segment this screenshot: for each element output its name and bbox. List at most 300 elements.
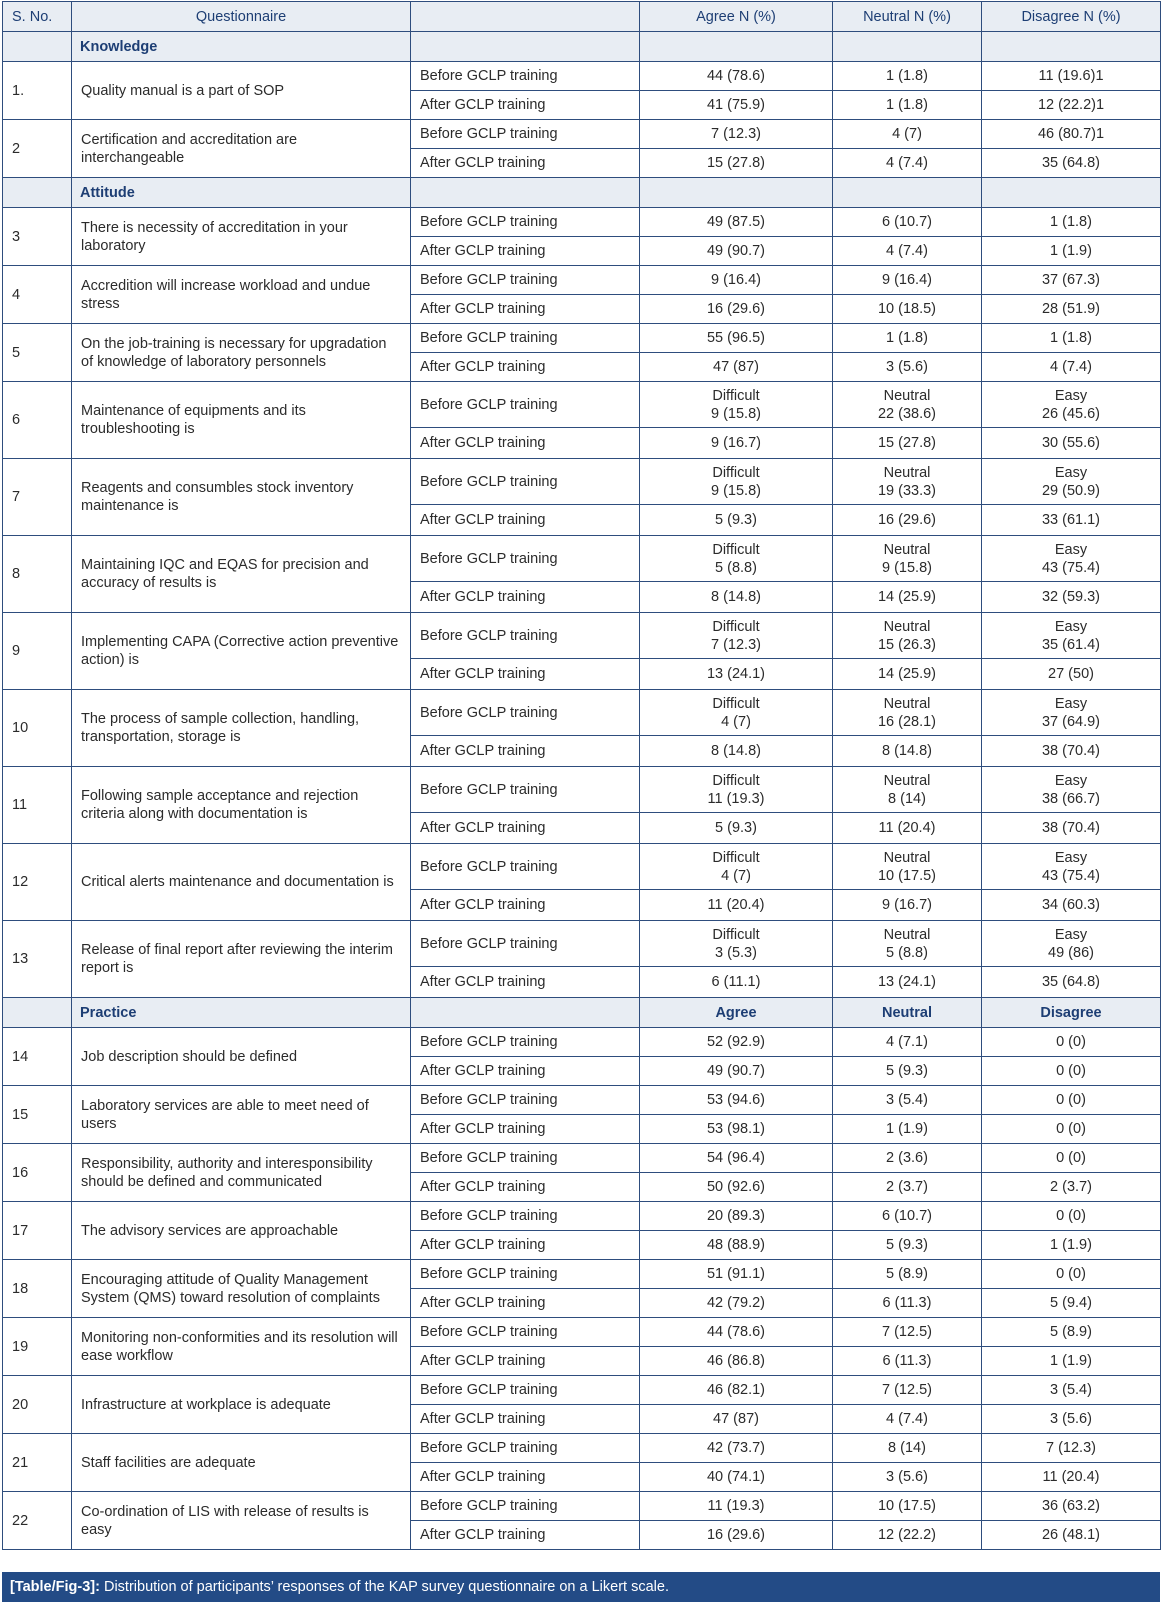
value-cell bbox=[833, 613, 982, 659]
table-row bbox=[3, 690, 1161, 736]
timepoint-label: Before GCLP training bbox=[411, 208, 640, 237]
row-number: 17 bbox=[3, 1202, 72, 1260]
timepoint-label: After GCLP training bbox=[411, 237, 640, 266]
value-text: 10 (17.5) bbox=[877, 867, 937, 884]
table-row bbox=[3, 459, 1161, 505]
question-text: Quality manual is a part of SOP bbox=[72, 62, 411, 120]
table-row bbox=[3, 208, 1161, 237]
table-row bbox=[3, 1144, 1161, 1173]
scale-label: Difficult bbox=[712, 926, 760, 943]
value-text: 3 (5.3) bbox=[715, 944, 757, 961]
question-text: There is necessity of accreditation in your laboratory bbox=[72, 208, 411, 266]
section-subheader-cell bbox=[982, 178, 1161, 208]
row-number: 19 bbox=[3, 1318, 72, 1376]
value-text: 49 (86) bbox=[1048, 944, 1094, 961]
value-cell bbox=[982, 844, 1161, 890]
table-row bbox=[3, 120, 1161, 149]
row-number: 1. bbox=[3, 62, 72, 120]
value-cell: 37 (67.3) bbox=[982, 266, 1161, 295]
table-caption bbox=[2, 1572, 1160, 1602]
value-cell bbox=[833, 690, 982, 736]
value-cell: 32 (59.3) bbox=[982, 582, 1161, 613]
value-cell: 55 (96.5) bbox=[640, 324, 833, 353]
value-cell bbox=[833, 536, 982, 582]
scale-label: Neutral bbox=[883, 695, 931, 712]
timepoint-label: Before GCLP training bbox=[411, 62, 640, 91]
value-cell bbox=[982, 613, 1161, 659]
value-cell: 14 (25.9) bbox=[833, 582, 982, 613]
timepoint-label: Before GCLP training bbox=[411, 1434, 640, 1463]
value-cell: 9 (16.4) bbox=[640, 266, 833, 295]
timepoint-label: Before GCLP training bbox=[411, 382, 640, 428]
value-cell bbox=[640, 921, 833, 967]
question-text: The process of sample collection, handling, transportation, storage is bbox=[72, 690, 411, 767]
value-cell: 3 (5.6) bbox=[833, 1463, 982, 1492]
timepoint-label: Before GCLP training bbox=[411, 1028, 640, 1057]
section-empty-cell bbox=[3, 178, 72, 208]
timepoint-label: After GCLP training bbox=[411, 1289, 640, 1318]
value-cell: 8 (14.8) bbox=[640, 736, 833, 767]
value-cell: 4 (7.4) bbox=[833, 149, 982, 178]
value-text: 9 (15.8) bbox=[711, 405, 761, 422]
value-cell bbox=[640, 690, 833, 736]
table-row bbox=[3, 1434, 1161, 1463]
timepoint-label: After GCLP training bbox=[411, 582, 640, 613]
value-text: 37 (64.9) bbox=[1041, 713, 1101, 730]
value-cell: 16 (29.6) bbox=[640, 1521, 833, 1550]
value-cell bbox=[640, 844, 833, 890]
value-cell: 9 (16.7) bbox=[833, 890, 982, 921]
value-cell bbox=[640, 536, 833, 582]
value-cell bbox=[640, 459, 833, 505]
table-row bbox=[3, 767, 1161, 813]
value-text: 7 (12.3) bbox=[711, 636, 761, 653]
timepoint-label: After GCLP training bbox=[411, 505, 640, 536]
value-cell bbox=[982, 921, 1161, 967]
scale-label: Easy bbox=[1054, 541, 1088, 558]
scale-label: Easy bbox=[1054, 618, 1088, 635]
value-cell: 54 (96.4) bbox=[640, 1144, 833, 1173]
value-cell: 1 (1.9) bbox=[982, 1231, 1161, 1260]
value-cell: 48 (88.9) bbox=[640, 1231, 833, 1260]
table-row bbox=[3, 844, 1161, 890]
value-cell bbox=[640, 382, 833, 428]
header-questionnaire: Questionnaire bbox=[72, 2, 411, 32]
table-header-row bbox=[3, 2, 1161, 32]
value-cell: 0 (0) bbox=[982, 1028, 1161, 1057]
value-cell: 44 (78.6) bbox=[640, 1318, 833, 1347]
question-text: Maintenance of equipments and its troubleshooting is bbox=[72, 382, 411, 459]
scale-label: Easy bbox=[1054, 772, 1088, 789]
value-text: 9 (15.8) bbox=[711, 482, 761, 499]
scale-label: Neutral bbox=[883, 926, 931, 943]
value-cell: 5 (8.9) bbox=[833, 1260, 982, 1289]
scale-label: Neutral bbox=[883, 618, 931, 635]
value-cell: 12 (22.2) bbox=[833, 1521, 982, 1550]
value-cell: 51 (91.1) bbox=[640, 1260, 833, 1289]
scale-label: Neutral bbox=[883, 772, 931, 789]
question-text: Implementing CAPA (Corrective action preventive action) is bbox=[72, 613, 411, 690]
question-text: Encouraging attitude of Quality Management System (QMS) toward resolution of complaints bbox=[72, 1260, 411, 1318]
value-cell: 1 (1.8) bbox=[982, 324, 1161, 353]
timepoint-label: After GCLP training bbox=[411, 813, 640, 844]
value-cell: 8 (14.8) bbox=[640, 582, 833, 613]
section-row bbox=[3, 178, 1161, 208]
value-cell: 33 (61.1) bbox=[982, 505, 1161, 536]
value-text: 35 (61.4) bbox=[1041, 636, 1101, 653]
section-title: Practice bbox=[72, 998, 411, 1028]
value-cell: 3 (5.6) bbox=[982, 1405, 1161, 1434]
scale-label: Difficult bbox=[712, 695, 760, 712]
question-text: Following sample acceptance and rejection criteria along with documentation is bbox=[72, 767, 411, 844]
scale-label: Easy bbox=[1054, 849, 1088, 866]
scale-label: Difficult bbox=[712, 772, 760, 789]
timepoint-label: After GCLP training bbox=[411, 890, 640, 921]
scale-label: Difficult bbox=[712, 849, 760, 866]
value-cell: 44 (78.6) bbox=[640, 62, 833, 91]
value-cell: 3 (5.4) bbox=[982, 1376, 1161, 1405]
question-text: Responsibility, authority and interesponsibility should be defined and communicated bbox=[72, 1144, 411, 1202]
value-cell: 7 (12.3) bbox=[640, 120, 833, 149]
section-title: Knowledge bbox=[72, 32, 411, 62]
timepoint-label: After GCLP training bbox=[411, 353, 640, 382]
table-row bbox=[3, 62, 1161, 91]
value-cell: 27 (50) bbox=[982, 659, 1161, 690]
value-cell: 38 (70.4) bbox=[982, 813, 1161, 844]
question-text: Certification and accreditation are interchangeable bbox=[72, 120, 411, 178]
value-cell: 1 (1.9) bbox=[833, 1115, 982, 1144]
value-cell: 16 (29.6) bbox=[640, 295, 833, 324]
timepoint-label: Before GCLP training bbox=[411, 120, 640, 149]
value-cell bbox=[833, 459, 982, 505]
table-row bbox=[3, 921, 1161, 967]
row-number: 4 bbox=[3, 266, 72, 324]
scale-label: Difficult bbox=[712, 541, 760, 558]
timepoint-label: After GCLP training bbox=[411, 295, 640, 324]
timepoint-label: After GCLP training bbox=[411, 1173, 640, 1202]
value-cell: 5 (9.3) bbox=[833, 1231, 982, 1260]
value-cell: 9 (16.7) bbox=[640, 428, 833, 459]
value-cell: 13 (24.1) bbox=[833, 967, 982, 998]
value-cell: 6 (11.3) bbox=[833, 1347, 982, 1376]
value-cell: 49 (90.7) bbox=[640, 1057, 833, 1086]
timepoint-label: Before GCLP training bbox=[411, 1318, 640, 1347]
table-row bbox=[3, 266, 1161, 295]
question-text: Accredition will increase workload and undue stress bbox=[72, 266, 411, 324]
value-text: 26 (45.6) bbox=[1041, 405, 1101, 422]
value-cell bbox=[833, 382, 982, 428]
question-text: On the job-training is necessary for upgradation of knowledge of laboratory personnels bbox=[72, 324, 411, 382]
value-cell bbox=[833, 921, 982, 967]
section-subheader-cell: Disagree bbox=[982, 998, 1161, 1028]
row-number: 14 bbox=[3, 1028, 72, 1086]
value-cell: 5 (9.4) bbox=[982, 1289, 1161, 1318]
table-row bbox=[3, 1202, 1161, 1231]
value-cell: 0 (0) bbox=[982, 1057, 1161, 1086]
section-subheader-cell bbox=[640, 32, 833, 62]
table-row bbox=[3, 1376, 1161, 1405]
section-subheader-cell: Agree bbox=[640, 998, 833, 1028]
value-cell: 4 (7.4) bbox=[982, 353, 1161, 382]
section-empty-cell bbox=[3, 32, 72, 62]
value-cell: 42 (79.2) bbox=[640, 1289, 833, 1318]
header-disagree: Disagree N (%) bbox=[982, 2, 1161, 32]
value-cell: 47 (87) bbox=[640, 1405, 833, 1434]
value-cell: 53 (98.1) bbox=[640, 1115, 833, 1144]
value-cell: 7 (12.5) bbox=[833, 1318, 982, 1347]
timepoint-label: Before GCLP training bbox=[411, 844, 640, 890]
row-number: 22 bbox=[3, 1492, 72, 1550]
timepoint-label: After GCLP training bbox=[411, 1463, 640, 1492]
value-cell: 34 (60.3) bbox=[982, 890, 1161, 921]
value-cell: 2 (3.6) bbox=[833, 1144, 982, 1173]
row-number: 5 bbox=[3, 324, 72, 382]
question-text: The advisory services are approachable bbox=[72, 1202, 411, 1260]
value-text: 5 (8.8) bbox=[715, 559, 757, 576]
value-cell: 20 (89.3) bbox=[640, 1202, 833, 1231]
value-cell bbox=[640, 767, 833, 813]
timepoint-label: Before GCLP training bbox=[411, 1202, 640, 1231]
timepoint-label: After GCLP training bbox=[411, 659, 640, 690]
value-cell: 10 (18.5) bbox=[833, 295, 982, 324]
value-cell: 46 (86.8) bbox=[640, 1347, 833, 1376]
value-cell: 35 (64.8) bbox=[982, 149, 1161, 178]
timepoint-label: Before GCLP training bbox=[411, 536, 640, 582]
section-title: Attitude bbox=[72, 178, 411, 208]
timepoint-label: After GCLP training bbox=[411, 1347, 640, 1376]
value-cell: 6 (11.1) bbox=[640, 967, 833, 998]
value-cell: 6 (10.7) bbox=[833, 1202, 982, 1231]
table-row bbox=[3, 1318, 1161, 1347]
value-cell: 11 (19.3) bbox=[640, 1492, 833, 1521]
row-number: 9 bbox=[3, 613, 72, 690]
value-text: 22 (38.6) bbox=[877, 405, 937, 422]
value-cell: 15 (27.8) bbox=[640, 149, 833, 178]
value-cell: 9 (16.4) bbox=[833, 266, 982, 295]
question-text: Release of final report after reviewing the interim report is bbox=[72, 921, 411, 998]
table-row bbox=[3, 324, 1161, 353]
row-number: 16 bbox=[3, 1144, 72, 1202]
timepoint-label: Before GCLP training bbox=[411, 767, 640, 813]
section-empty-cell bbox=[411, 178, 640, 208]
value-cell: 1 (1.9) bbox=[982, 237, 1161, 266]
value-cell: 26 (48.1) bbox=[982, 1521, 1161, 1550]
row-number: 12 bbox=[3, 844, 72, 921]
timepoint-label: After GCLP training bbox=[411, 1231, 640, 1260]
section-empty-cell bbox=[411, 998, 640, 1028]
row-number: 20 bbox=[3, 1376, 72, 1434]
value-cell: 16 (29.6) bbox=[833, 505, 982, 536]
row-number: 3 bbox=[3, 208, 72, 266]
timepoint-label: After GCLP training bbox=[411, 967, 640, 998]
question-text: Laboratory services are able to meet need of users bbox=[72, 1086, 411, 1144]
scale-label: Easy bbox=[1054, 695, 1088, 712]
scale-label: Difficult bbox=[712, 464, 760, 481]
row-number: 21 bbox=[3, 1434, 72, 1492]
value-text: 29 (50.9) bbox=[1041, 482, 1101, 499]
timepoint-label: Before GCLP training bbox=[411, 1086, 640, 1115]
value-cell bbox=[982, 767, 1161, 813]
value-cell: 38 (70.4) bbox=[982, 736, 1161, 767]
scale-label: Easy bbox=[1054, 464, 1088, 481]
value-cell: 7 (12.3) bbox=[982, 1434, 1161, 1463]
value-text: 4 (7) bbox=[721, 867, 751, 884]
timepoint-label: Before GCLP training bbox=[411, 1260, 640, 1289]
value-cell: 5 (9.3) bbox=[640, 505, 833, 536]
value-cell: 5 (9.3) bbox=[833, 1057, 982, 1086]
row-number: 2 bbox=[3, 120, 72, 178]
row-number: 13 bbox=[3, 921, 72, 998]
timepoint-label: After GCLP training bbox=[411, 1115, 640, 1144]
value-cell: 5 (9.3) bbox=[640, 813, 833, 844]
value-text: 4 (7) bbox=[721, 713, 751, 730]
page bbox=[2, 1, 1160, 1595]
timepoint-label: Before GCLP training bbox=[411, 1376, 640, 1405]
question-text: Reagents and consumbles stock inventory maintenance is bbox=[72, 459, 411, 536]
section-empty-cell bbox=[3, 998, 72, 1028]
timepoint-label: After GCLP training bbox=[411, 91, 640, 120]
scale-label: Neutral bbox=[883, 387, 931, 404]
table-row bbox=[3, 1492, 1161, 1521]
value-cell: 41 (75.9) bbox=[640, 91, 833, 120]
row-number: 11 bbox=[3, 767, 72, 844]
value-cell: 49 (90.7) bbox=[640, 237, 833, 266]
value-text: 5 (8.8) bbox=[886, 944, 928, 961]
value-cell: 40 (74.1) bbox=[640, 1463, 833, 1492]
section-subheader-cell bbox=[982, 32, 1161, 62]
value-text: 16 (28.1) bbox=[877, 713, 937, 730]
table-row bbox=[3, 1260, 1161, 1289]
value-cell: 47 (87) bbox=[640, 353, 833, 382]
scale-label: Neutral bbox=[883, 849, 931, 866]
value-text: 43 (75.4) bbox=[1041, 559, 1101, 576]
scale-label: Easy bbox=[1054, 926, 1088, 943]
value-cell: 4 (7.1) bbox=[833, 1028, 982, 1057]
section-empty-cell bbox=[411, 32, 640, 62]
header-timepoint bbox=[411, 2, 640, 32]
value-cell: 3 (5.6) bbox=[833, 353, 982, 382]
question-text: Job description should be defined bbox=[72, 1028, 411, 1086]
value-cell: 3 (5.4) bbox=[833, 1086, 982, 1115]
row-number: 8 bbox=[3, 536, 72, 613]
timepoint-label: Before GCLP training bbox=[411, 459, 640, 505]
caption-label: [Table/Fig-3]: bbox=[10, 1579, 100, 1595]
section-row bbox=[3, 998, 1161, 1028]
value-cell: 35 (64.8) bbox=[982, 967, 1161, 998]
value-cell: 46 (82.1) bbox=[640, 1376, 833, 1405]
question-text: Co-ordination of LIS with release of results is easy bbox=[72, 1492, 411, 1550]
scale-label: Neutral bbox=[883, 541, 931, 558]
value-cell: 14 (25.9) bbox=[833, 659, 982, 690]
value-cell: 0 (0) bbox=[982, 1115, 1161, 1144]
value-cell: 11 (19.6)1 bbox=[982, 62, 1161, 91]
timepoint-label: After GCLP training bbox=[411, 428, 640, 459]
table-row bbox=[3, 613, 1161, 659]
value-cell: 4 (7.4) bbox=[833, 1405, 982, 1434]
value-cell bbox=[982, 382, 1161, 428]
table-row bbox=[3, 536, 1161, 582]
table-row bbox=[3, 1086, 1161, 1115]
section-subheader-cell bbox=[640, 178, 833, 208]
value-cell: 12 (22.2)1 bbox=[982, 91, 1161, 120]
value-cell bbox=[982, 459, 1161, 505]
value-cell: 1 (1.8) bbox=[833, 91, 982, 120]
row-number: 7 bbox=[3, 459, 72, 536]
section-row bbox=[3, 32, 1161, 62]
timepoint-label: Before GCLP training bbox=[411, 690, 640, 736]
row-number: 10 bbox=[3, 690, 72, 767]
header-sno: S. No. bbox=[3, 2, 72, 32]
scale-label: Easy bbox=[1054, 387, 1088, 404]
value-text: 9 (15.8) bbox=[882, 559, 932, 576]
value-text: 11 (19.3) bbox=[707, 790, 765, 807]
value-text: 19 (33.3) bbox=[877, 482, 937, 499]
value-cell: 11 (20.4) bbox=[640, 890, 833, 921]
value-cell: 7 (12.5) bbox=[833, 1376, 982, 1405]
value-text: 43 (75.4) bbox=[1041, 867, 1101, 884]
question-text: Monitoring non-conformities and its resolution will ease workflow bbox=[72, 1318, 411, 1376]
value-cell: 30 (55.6) bbox=[982, 428, 1161, 459]
row-number: 18 bbox=[3, 1260, 72, 1318]
value-cell: 1 (1.8) bbox=[833, 62, 982, 91]
value-cell: 46 (80.7)1 bbox=[982, 120, 1161, 149]
question-text: Critical alerts maintenance and documentation is bbox=[72, 844, 411, 921]
timepoint-label: After GCLP training bbox=[411, 1405, 640, 1434]
value-cell: 8 (14) bbox=[833, 1434, 982, 1463]
value-text: 38 (66.7) bbox=[1041, 790, 1101, 807]
value-cell: 6 (11.3) bbox=[833, 1289, 982, 1318]
timepoint-label: Before GCLP training bbox=[411, 613, 640, 659]
value-cell: 15 (27.8) bbox=[833, 428, 982, 459]
value-cell: 28 (51.9) bbox=[982, 295, 1161, 324]
value-cell: 50 (92.6) bbox=[640, 1173, 833, 1202]
value-cell bbox=[640, 613, 833, 659]
section-subheader-cell bbox=[833, 178, 982, 208]
timepoint-label: After GCLP training bbox=[411, 736, 640, 767]
value-cell bbox=[982, 536, 1161, 582]
caption-text: Distribution of participants’ responses of the KAP survey questionnaire on a Likert scale. bbox=[103, 1579, 669, 1595]
header-neutral: Neutral N (%) bbox=[833, 2, 982, 32]
timepoint-label: After GCLP training bbox=[411, 1521, 640, 1550]
value-cell: 11 (20.4) bbox=[833, 813, 982, 844]
value-cell: 5 (8.9) bbox=[982, 1318, 1161, 1347]
timepoint-label: Before GCLP training bbox=[411, 921, 640, 967]
section-subheader-cell bbox=[833, 32, 982, 62]
question-text: Maintaining IQC and EQAS for precision and accuracy of results is bbox=[72, 536, 411, 613]
value-cell: 4 (7.4) bbox=[833, 237, 982, 266]
value-text: 15 (26.3) bbox=[877, 636, 937, 653]
value-cell: 8 (14.8) bbox=[833, 736, 982, 767]
value-cell: 53 (94.6) bbox=[640, 1086, 833, 1115]
scale-label: Difficult bbox=[712, 618, 760, 635]
timepoint-label: Before GCLP training bbox=[411, 266, 640, 295]
question-text: Staff facilities are adequate bbox=[72, 1434, 411, 1492]
value-cell: 10 (17.5) bbox=[833, 1492, 982, 1521]
timepoint-label: Before GCLP training bbox=[411, 1492, 640, 1521]
value-cell bbox=[833, 844, 982, 890]
timepoint-label: After GCLP training bbox=[411, 149, 640, 178]
table-body bbox=[3, 32, 1161, 1550]
scale-label: Difficult bbox=[712, 387, 760, 404]
value-cell: 42 (73.7) bbox=[640, 1434, 833, 1463]
value-cell: 49 (87.5) bbox=[640, 208, 833, 237]
timepoint-label: Before GCLP training bbox=[411, 1144, 640, 1173]
table-row bbox=[3, 1028, 1161, 1057]
value-cell: 4 (7) bbox=[833, 120, 982, 149]
value-cell: 13 (24.1) bbox=[640, 659, 833, 690]
value-cell: 11 (20.4) bbox=[982, 1463, 1161, 1492]
value-cell: 0 (0) bbox=[982, 1144, 1161, 1173]
